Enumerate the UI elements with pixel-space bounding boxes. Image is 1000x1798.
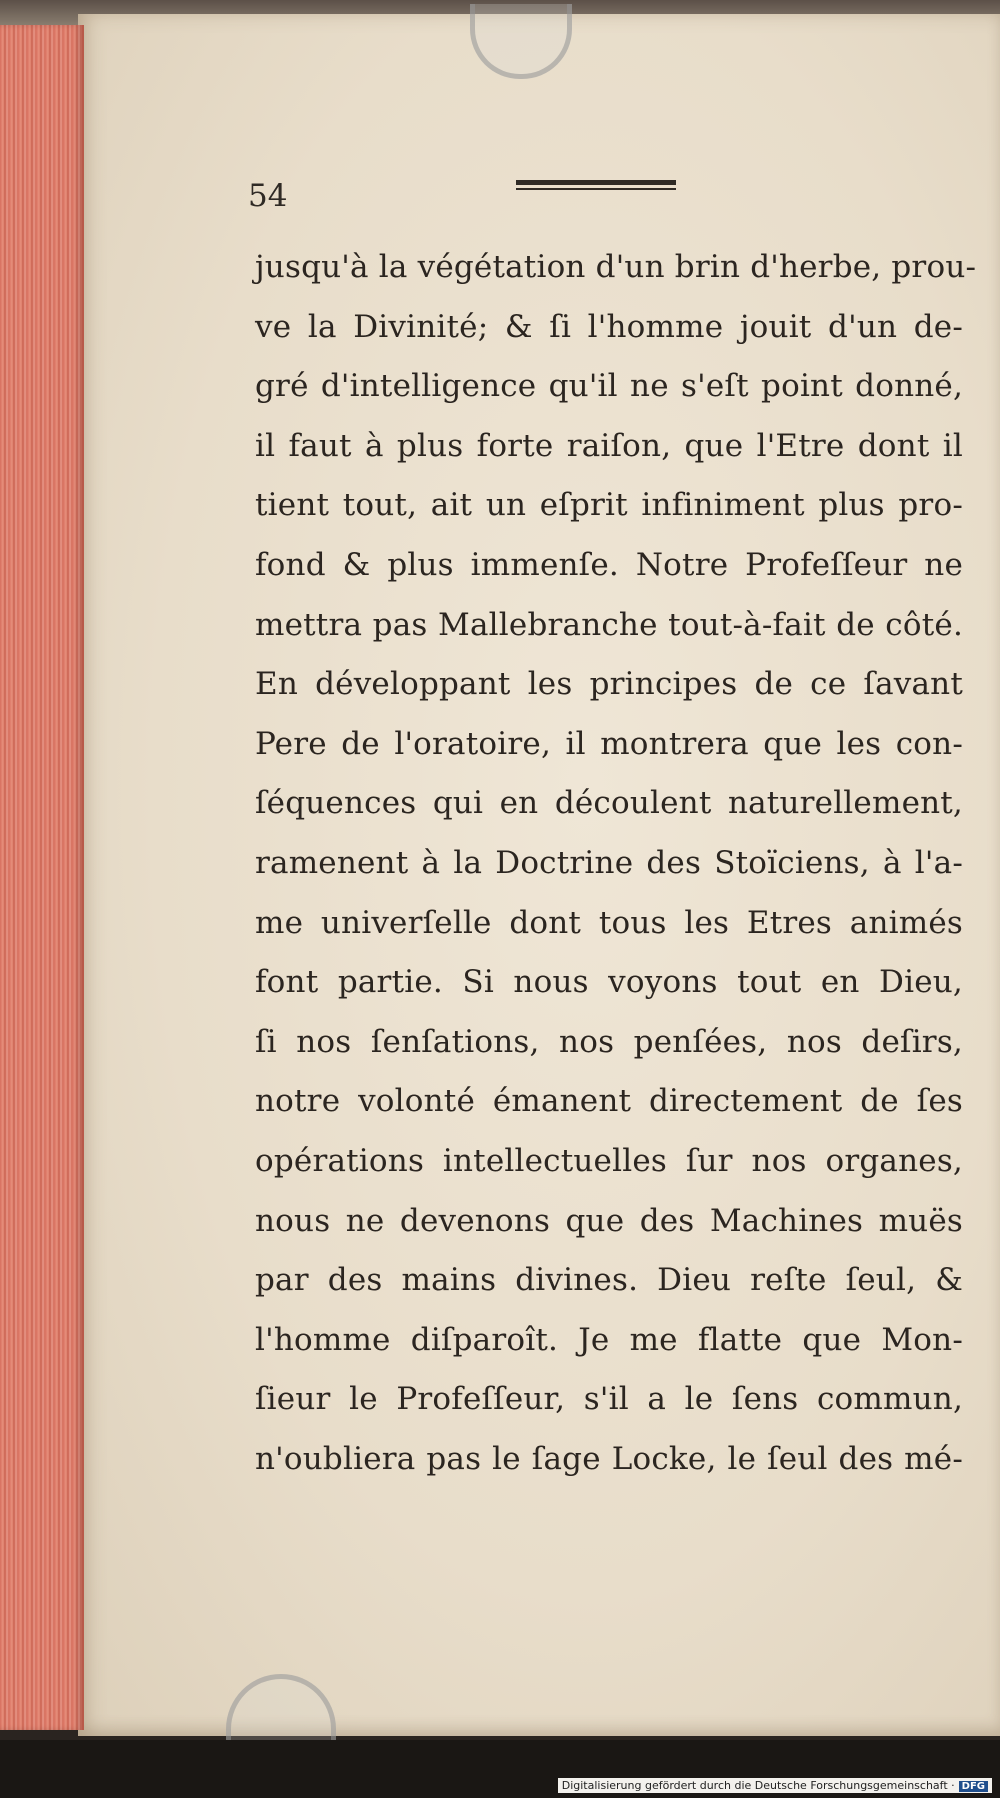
text-line: Pere de l'oratoire, il montrera que les con- bbox=[255, 725, 963, 762]
text-line: gré d'intelligence qu'il ne s'eſt point donné, bbox=[255, 368, 963, 405]
text-line: fond & plus immenſe. Notre Profeſſeur ne bbox=[255, 546, 963, 583]
text-line: il faut à plus forte raiſon, que l'Etre dont il bbox=[255, 427, 963, 464]
text-line: n'oubliera pas le ſage Locke, le ſeul des mé- bbox=[255, 1440, 963, 1477]
header-ornament-rule bbox=[516, 180, 676, 194]
text-line: opérations intellectuelles ſur nos organes, bbox=[255, 1142, 963, 1179]
rule-thin bbox=[516, 188, 676, 190]
credit-text: Digitalisierung gefördert durch die Deutsche Forschungsgemeinschaft · bbox=[561, 1779, 955, 1792]
text-line: ramenent à la Doctrine des Stoïciens, à l'a- bbox=[255, 844, 963, 881]
text-line: nous ne devenons que des Machines muës bbox=[255, 1202, 963, 1239]
text-line: l'homme diſparoît. Je me flatte que Mon- bbox=[255, 1321, 963, 1358]
text-line: ſieur le Profeſſeur, s'il a le ſens commun, bbox=[255, 1381, 963, 1418]
text-line: tient tout, ait un eſprit infiniment plus pro- bbox=[255, 487, 963, 524]
rule-thick bbox=[516, 180, 676, 185]
text-line: jusqu'à la végétation d'un brin d'herbe, prou- bbox=[255, 249, 977, 285]
text-line: par des mains divines. Dieu reſte ſeul, & bbox=[255, 1262, 963, 1299]
body-text bbox=[255, 238, 977, 1489]
text-line: font partie. Si nous voyons tout en Dieu, bbox=[255, 964, 963, 1001]
text-line: mettra pas Mallebranche tout-à-fait de côté. bbox=[255, 606, 963, 643]
page-clip-top bbox=[470, 4, 572, 79]
text-line: notre volonté émanent directement de ſes bbox=[255, 1083, 963, 1120]
text-line: ve la Divinité; & ſi l'homme jouit d'un de- bbox=[255, 308, 963, 345]
book-page-edges bbox=[0, 25, 84, 1730]
text-line: me univerſelle dont tous les Etres animés bbox=[255, 904, 963, 941]
text-line: ſéquences qui en découlent naturellement, bbox=[255, 785, 963, 822]
digitization-credit bbox=[558, 1778, 992, 1793]
page-number: 54 bbox=[248, 178, 288, 214]
dfg-logo: DFG bbox=[959, 1781, 988, 1792]
text-line: ſi nos ſenſations, nos penſées, nos deſirs, bbox=[255, 1023, 963, 1060]
text-line: En développant les principes de ce ſavant bbox=[255, 666, 963, 703]
